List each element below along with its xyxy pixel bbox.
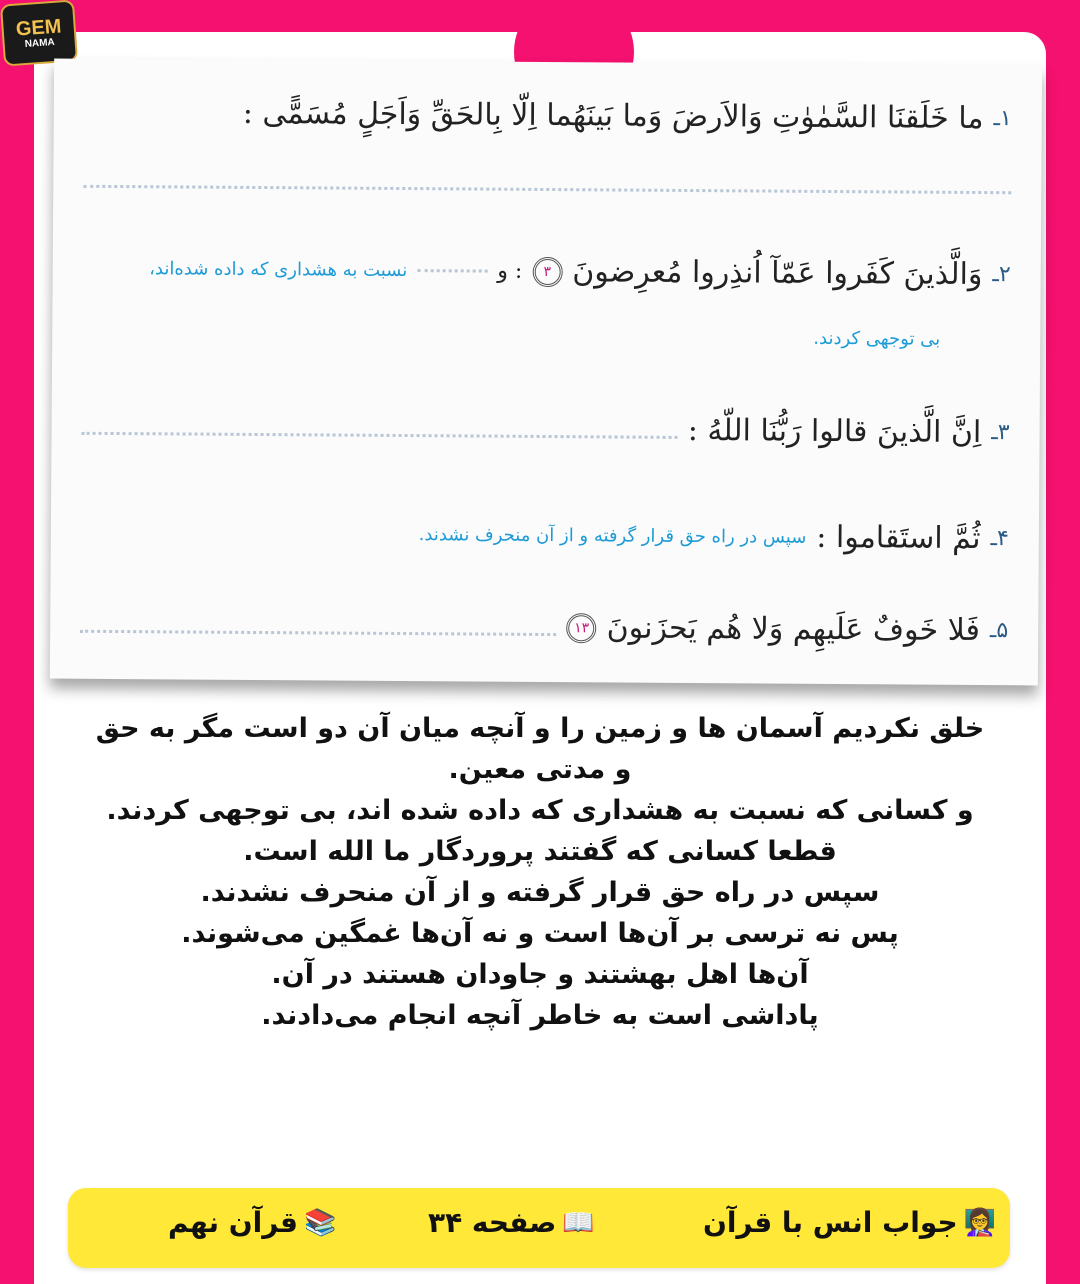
verse-number: ۳ـ bbox=[991, 420, 1010, 446]
page-label-group bbox=[428, 1206, 595, 1239]
translation-line: سپس در راه حق قرار گرفته و از آن منحرف نشدند. bbox=[200, 877, 880, 908]
translation-line: آن‌ها اهل بهشتند و جاودان هستند در آن. bbox=[271, 959, 809, 990]
fill-prefix: : و bbox=[497, 258, 523, 284]
persian-translation bbox=[40, 708, 1040, 1036]
books-icon: 📚 bbox=[303, 1207, 337, 1238]
verse-answer: نسبت به هشداری که داده شده‌اند، bbox=[149, 258, 408, 282]
answer-label-group bbox=[703, 1206, 996, 1239]
answer-label: جواب انس با قرآن bbox=[702, 1206, 958, 1239]
verse-answer: سپس در راه حق قرار گرفته و از آن منحرف نشدند. bbox=[418, 524, 807, 548]
ayah-number-marker: ۳ bbox=[532, 256, 562, 286]
verse-arabic: ما خَلَقنَا السَّمٰوٰتِ وَالاَرضَ وَما بَینَهُما اِلّا بِالحَقِّ وَاَجَلٍ مُسَمًّی : bbox=[242, 95, 984, 137]
verse-number: ۱ـ bbox=[993, 106, 1012, 132]
verse-arabic: وَالَّذینَ کَفَروا عَمّآ اُنذِروا مُعرِضونَ bbox=[572, 254, 983, 293]
textbook-page-photo bbox=[50, 59, 1042, 686]
verse-2 bbox=[149, 251, 1011, 292]
verse-5 bbox=[80, 607, 1008, 648]
verse-answer-continued: بی توجهی کردند. bbox=[813, 327, 941, 350]
subject-label-group bbox=[168, 1206, 336, 1239]
translation-line: و مدتی معین. bbox=[448, 754, 632, 785]
ayah-number-marker: ۱۳ bbox=[567, 613, 597, 643]
translation-line: و کسانی که نسبت به هشداری که داده شده اند، بی توجهی کردند. bbox=[106, 795, 974, 826]
verse-number: ۵ـ bbox=[989, 618, 1009, 644]
translation-line: خلق نکردیم آسمان ها و زمین را و آنچه میان آن دو است مگر به حق bbox=[95, 713, 985, 744]
logo-top-text: GEM bbox=[15, 14, 63, 41]
answer-dotted-line bbox=[83, 185, 1011, 194]
translation-line: پاداشی است به خاطر آنچه انجام می‌دادند. bbox=[261, 1000, 819, 1031]
verse-arabic: ثُمَّ استَقاموا : bbox=[816, 519, 981, 557]
translation-line: پس نه ترسی بر آن‌ها است و نه آن‌ها غمگین می‌شوند. bbox=[181, 918, 899, 949]
verse-arabic: اِنَّ الَّذینَ قالوا رَبُّنَا اللّهُ : bbox=[687, 412, 982, 451]
book-icon: 📖 bbox=[562, 1207, 595, 1238]
page-label: صفحه ۳۴ bbox=[428, 1206, 557, 1239]
logo-bottom-text: NAMA bbox=[24, 36, 56, 50]
verse-1 bbox=[84, 95, 1012, 136]
answer-dotted-line bbox=[80, 630, 556, 636]
answer-dotted-line bbox=[82, 432, 678, 439]
verse-arabic: فَلا خَوفٌ عَلَیهِم وَلا هُم یَحزَنونَ bbox=[606, 610, 981, 649]
verse-number: ۴ـ bbox=[990, 526, 1009, 552]
answer-dotted-line bbox=[417, 269, 487, 272]
verse-2-continued bbox=[813, 328, 940, 350]
footer-banner bbox=[68, 1188, 1010, 1268]
teacher-icon: 👩‍🏫 bbox=[963, 1207, 996, 1238]
verse-4 bbox=[419, 517, 1009, 556]
subject-label: قرآن نهم bbox=[168, 1206, 298, 1239]
verse-number: ۲ـ bbox=[992, 262, 1011, 288]
verse-3 bbox=[81, 409, 1009, 450]
gemnama-logo bbox=[0, 0, 78, 67]
translation-line: قطعا کسانی که گفتند پروردگار ما الله است. bbox=[243, 836, 837, 867]
